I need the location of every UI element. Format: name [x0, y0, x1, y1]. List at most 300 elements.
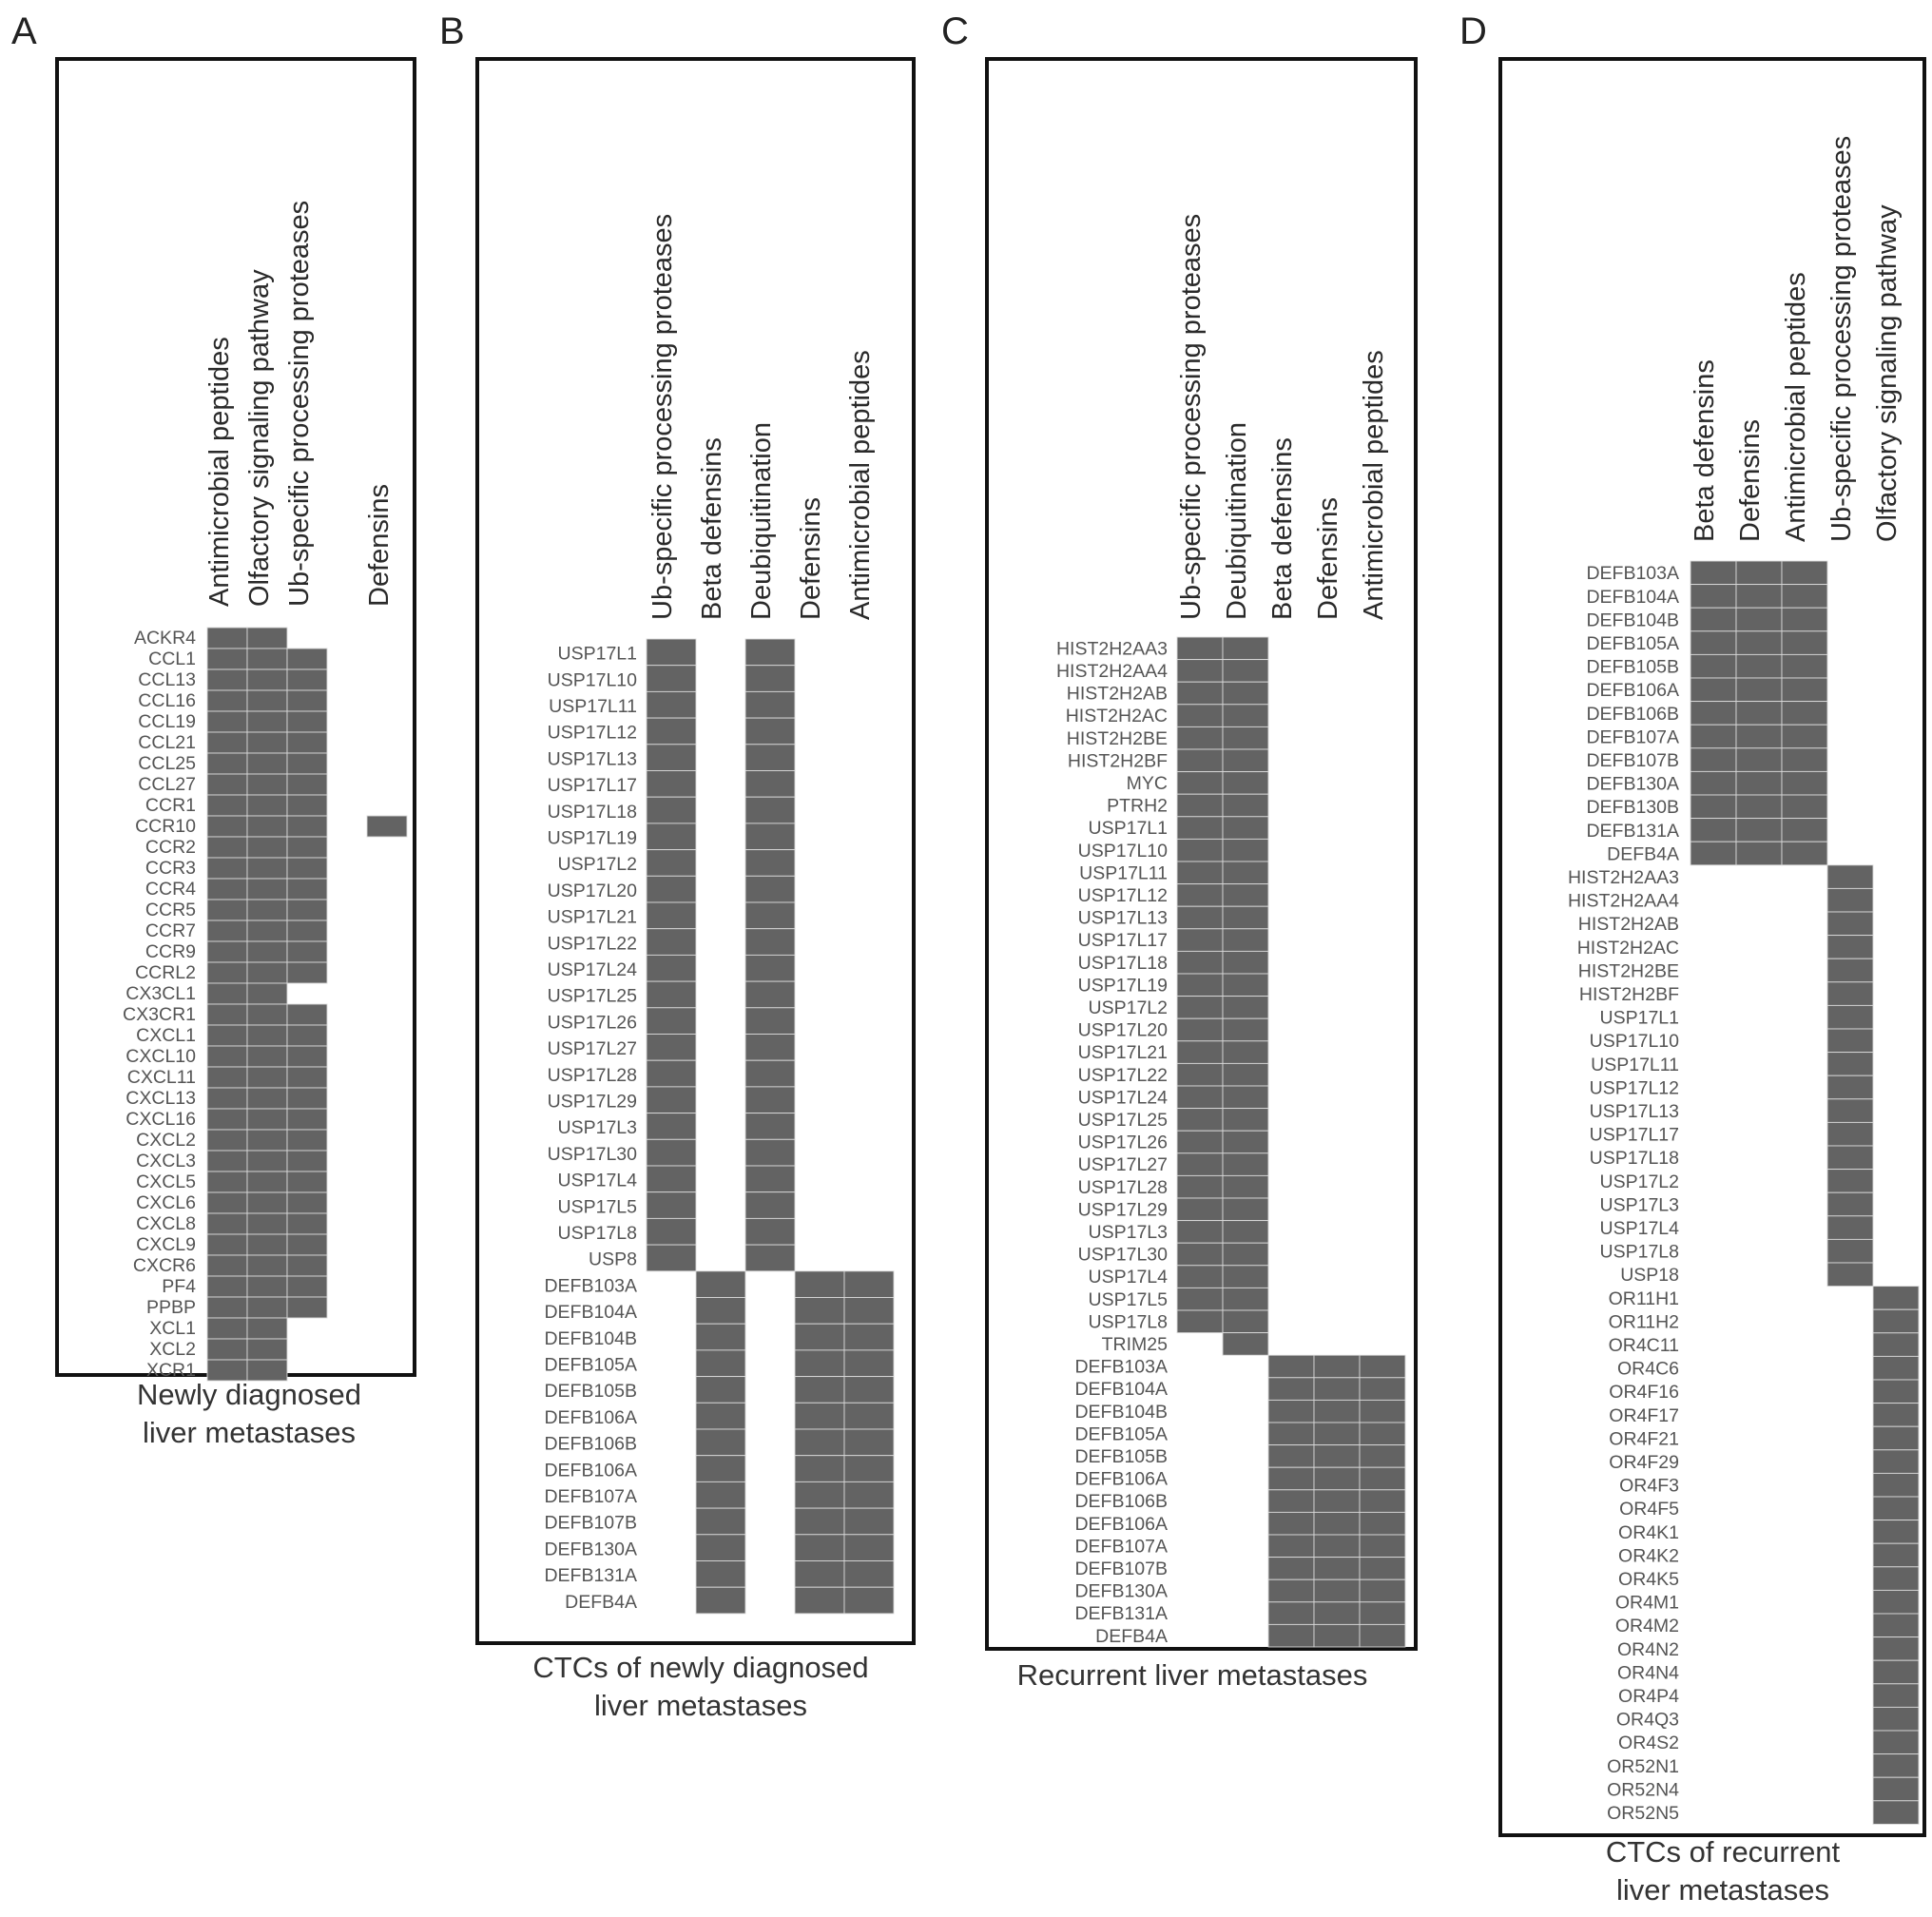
heatmap-cell — [1314, 1558, 1360, 1580]
heatmap-cell — [1223, 884, 1268, 907]
row-label: USP17L28 — [547, 1064, 637, 1086]
row-label: DEFB106A — [544, 1460, 637, 1481]
heatmap-cell — [1736, 795, 1782, 819]
heatmap-cell — [207, 1088, 247, 1109]
heatmap-cell — [795, 1456, 844, 1482]
heatmap-cell — [1177, 1175, 1223, 1198]
heatmap-cell — [1690, 748, 1736, 772]
panel-d-letter: D — [1459, 10, 1487, 52]
heatmap-cell — [1177, 794, 1223, 817]
row-label: PPBP — [145, 1297, 196, 1319]
heatmap-cell — [247, 711, 287, 732]
heatmap-cell — [1223, 1131, 1268, 1153]
heatmap-cell — [247, 1255, 287, 1276]
heatmap-cell — [1177, 660, 1223, 683]
row-label: CCR1 — [145, 795, 196, 817]
heatmap-cell — [745, 745, 795, 771]
heatmap-cell — [1177, 637, 1223, 660]
column-label: Antimicrobial peptides — [204, 337, 235, 607]
row-label: OR4N4 — [1616, 1662, 1679, 1684]
row-label: CXCL16 — [126, 1109, 196, 1131]
heatmap-cell — [647, 902, 696, 929]
column-label: Ub-specific processing proteases — [1826, 135, 1857, 542]
column-label: Defensins — [1735, 419, 1766, 542]
row-label: USP17L4 — [557, 1170, 637, 1191]
heatmap-cell — [844, 1429, 894, 1456]
row-label: OR4S2 — [1618, 1733, 1679, 1754]
row-label: CXCL3 — [136, 1151, 196, 1172]
row-label: USP18 — [1620, 1265, 1679, 1287]
row-label: DEFB105A — [1586, 632, 1679, 654]
column-label: Defensins — [796, 497, 826, 620]
heatmap-cell — [1690, 561, 1736, 585]
heatmap-cell — [1177, 974, 1223, 997]
heatmap-cell — [647, 1166, 696, 1192]
heatmap-cell — [1360, 1602, 1405, 1625]
heatmap-cell — [207, 962, 247, 983]
heatmap-cell — [696, 1271, 745, 1298]
panel-c-caption: Recurrent liver metastases — [1016, 1658, 1368, 1692]
heatmap-cell — [1268, 1490, 1314, 1513]
row-label: USP17L29 — [1077, 1199, 1168, 1221]
row-label: HIST2H2AC — [1065, 706, 1168, 727]
row-label: USP17L27 — [1077, 1154, 1168, 1176]
heatmap-cell — [207, 1004, 247, 1025]
heatmap-cell — [745, 955, 795, 981]
heatmap-cell — [1223, 772, 1268, 795]
heatmap-cell — [207, 1109, 247, 1130]
heatmap-cell — [1223, 1086, 1268, 1109]
row-label: PTRH2 — [1107, 795, 1168, 817]
row-label: HIST2H2AA4 — [1567, 890, 1679, 912]
heatmap-cell — [1690, 585, 1736, 609]
heatmap-cell — [1690, 608, 1736, 631]
heatmap-cell — [844, 1587, 894, 1614]
heatmap-cell — [1177, 1086, 1223, 1109]
row-label: USP17L3 — [1599, 1194, 1679, 1216]
row-label: CXCL2 — [136, 1130, 196, 1152]
column-label: Olfactory signaling pathway — [1872, 204, 1903, 542]
heatmap-cell — [1223, 862, 1268, 884]
heatmap-cell — [1736, 842, 1782, 865]
row-label: USP17L12 — [547, 722, 637, 744]
row-label: HIST2H2AA3 — [1055, 638, 1168, 660]
heatmap-cell — [1873, 1660, 1919, 1684]
heatmap-cell — [1177, 1041, 1223, 1064]
heatmap-cell — [287, 1004, 327, 1025]
heatmap-cell — [247, 690, 287, 711]
row-label: DEFB130A — [1074, 1580, 1168, 1602]
heatmap-cell — [1827, 1146, 1873, 1170]
heatmap-cell — [247, 1172, 287, 1192]
heatmap-cell — [207, 900, 247, 920]
row-label: CX3CR1 — [123, 1004, 196, 1026]
heatmap-cell — [247, 669, 287, 690]
heatmap-cell — [1177, 951, 1223, 974]
row-label: OR4F29 — [1609, 1451, 1679, 1473]
heatmap-cell — [647, 1139, 696, 1166]
heatmap-cell — [647, 1192, 696, 1219]
heatmap-cell — [207, 1276, 247, 1297]
column-label: Antimicrobial peptides — [1359, 350, 1389, 620]
heatmap-cell — [1827, 888, 1873, 912]
heatmap-cell — [1177, 1288, 1223, 1310]
heatmap-cell — [795, 1481, 844, 1508]
row-label: USP17L30 — [547, 1143, 637, 1165]
row-label: DEFB4A — [1095, 1625, 1168, 1647]
heatmap-cell — [696, 1508, 745, 1535]
heatmap-cell — [745, 797, 795, 823]
row-label: CCL21 — [138, 732, 196, 754]
heatmap-cell — [207, 1192, 247, 1213]
heatmap-cell — [247, 1213, 287, 1234]
heatmap-cell — [1314, 1423, 1360, 1445]
row-label: DEFB4A — [1607, 843, 1679, 865]
row-label: DEFB103A — [544, 1275, 637, 1297]
row-label: XCR1 — [145, 1360, 196, 1382]
heatmap-cell — [207, 690, 247, 711]
row-label: DEFB104A — [544, 1302, 637, 1324]
heatmap-cell — [1873, 1777, 1919, 1801]
heatmap-cell — [287, 1130, 327, 1151]
heatmap-cell — [1268, 1355, 1314, 1378]
heatmap-cell — [647, 876, 696, 902]
heatmap-cell — [647, 1008, 696, 1035]
heatmap-cell — [1873, 1404, 1919, 1427]
heatmap-cell — [696, 1587, 745, 1614]
row-label: CCR4 — [145, 879, 196, 900]
heatmap-cell — [1690, 702, 1736, 726]
heatmap-cell — [1268, 1378, 1314, 1401]
heatmap-cell — [1736, 748, 1782, 772]
heatmap-cell — [1223, 1266, 1268, 1288]
row-label: USP17L12 — [1589, 1077, 1679, 1099]
row-label: HIST2H2AA3 — [1567, 866, 1679, 888]
heatmap-cell — [1360, 1400, 1405, 1423]
row-label: USP17L29 — [547, 1091, 637, 1113]
heatmap-cell — [647, 981, 696, 1008]
row-label: USP17L2 — [557, 854, 637, 876]
row-label: USP17L27 — [547, 1038, 637, 1060]
column-label: Defensins — [1313, 497, 1343, 620]
row-label: DEFB107B — [1586, 749, 1679, 771]
heatmap-cell — [1177, 1310, 1223, 1333]
heatmap-cell — [1223, 1310, 1268, 1333]
heatmap-cell — [1782, 561, 1827, 585]
heatmap-cell — [287, 753, 327, 774]
heatmap-cell — [1268, 1512, 1314, 1535]
row-label: USP17L24 — [547, 959, 637, 981]
heatmap-cell — [1782, 842, 1827, 865]
heatmap-cell — [1223, 705, 1268, 727]
heatmap-cell — [247, 1318, 287, 1339]
heatmap-cell — [287, 795, 327, 816]
row-label: USP17L10 — [1589, 1031, 1679, 1053]
heatmap-cell — [207, 837, 247, 858]
heatmap-cell — [1177, 726, 1223, 749]
heatmap-cell — [1873, 1450, 1919, 1474]
row-label: OR4K5 — [1618, 1568, 1679, 1590]
heatmap-cell — [647, 1245, 696, 1271]
row-label: CCL19 — [138, 711, 196, 733]
heatmap-cell — [367, 816, 407, 837]
heatmap-cell — [247, 1004, 287, 1025]
heatmap-cell — [1690, 771, 1736, 795]
panel-a-caption: Newly diagnosed — [136, 1378, 362, 1411]
row-label: DEFB130A — [1586, 773, 1679, 795]
row-label: CCR2 — [145, 837, 196, 859]
row-label: OR4F3 — [1619, 1475, 1679, 1497]
heatmap-cell — [1873, 1520, 1919, 1544]
column-label: Antimicrobial peptides — [1781, 272, 1811, 542]
row-label: OR4P4 — [1618, 1685, 1679, 1707]
row-label: HIST2H2BF — [1067, 750, 1168, 772]
heatmap-cell — [1268, 1400, 1314, 1423]
row-label: HIST2H2AB — [1577, 914, 1679, 936]
row-label: DEFB105B — [544, 1381, 637, 1403]
row-label: OR52N4 — [1607, 1779, 1679, 1801]
row-label: USP17L11 — [1079, 862, 1168, 884]
heatmap-cell — [1782, 608, 1827, 631]
heatmap-cell — [247, 628, 287, 649]
row-label: USP17L12 — [1077, 885, 1168, 907]
heatmap-cell — [1873, 1614, 1919, 1637]
heatmap-cell — [1873, 1426, 1919, 1450]
heatmap-cell — [696, 1481, 745, 1508]
heatmap-cell — [647, 639, 696, 666]
heatmap-cell — [247, 1088, 287, 1109]
row-label: DEFB104B — [1074, 1401, 1168, 1423]
row-label: DEFB105A — [544, 1354, 637, 1376]
row-label: DEFB106A — [544, 1406, 637, 1428]
row-label: OR4C11 — [1608, 1334, 1679, 1356]
heatmap-cell — [1873, 1754, 1919, 1778]
heatmap-cell — [745, 876, 795, 902]
row-label: USP17L8 — [557, 1223, 637, 1245]
heatmap-cell — [1782, 819, 1827, 842]
row-label: DEFB103A — [1074, 1356, 1168, 1378]
heatmap-cell — [1177, 1153, 1223, 1176]
heatmap-cell — [1360, 1558, 1405, 1580]
heatmap-cell — [1223, 1018, 1268, 1041]
heatmap-cell — [207, 858, 247, 879]
heatmap-cell — [1177, 749, 1223, 772]
row-label: OR4F16 — [1609, 1382, 1679, 1404]
row-label: DEFB107B — [544, 1512, 637, 1534]
heatmap-cell — [1827, 1239, 1873, 1263]
heatmap-cell — [696, 1350, 745, 1377]
heatmap-cell — [207, 1255, 247, 1276]
row-label: DEFB131A — [1586, 820, 1679, 842]
heatmap-cell — [207, 711, 247, 732]
heatmap-cell — [745, 1113, 795, 1140]
heatmap-cell — [1223, 726, 1268, 749]
column-label: Ub-specific processing proteases — [1176, 213, 1207, 620]
row-label: OR4F17 — [1609, 1404, 1679, 1426]
heatmap-cell — [1360, 1490, 1405, 1513]
heatmap-cell — [1827, 1053, 1873, 1076]
heatmap-cell — [844, 1350, 894, 1377]
column-label: Deubiquitination — [1222, 422, 1252, 620]
heatmap-cell — [745, 666, 795, 692]
heatmap-cell — [745, 823, 795, 850]
heatmap-cell — [1690, 842, 1736, 865]
heatmap-cell — [647, 823, 696, 850]
heatmap-cell — [247, 1025, 287, 1046]
row-label: HIST2H2AA4 — [1055, 661, 1168, 683]
heatmap-cell — [647, 1113, 696, 1140]
heatmap-cell — [207, 669, 247, 690]
row-label: USP17L25 — [547, 985, 637, 1007]
row-label: DEFB103A — [1586, 563, 1679, 585]
row-label: CXCL9 — [136, 1234, 196, 1256]
heatmap-cell — [647, 745, 696, 771]
row-label: DEFB4A — [565, 1591, 637, 1613]
row-label: USP17L8 — [1599, 1241, 1679, 1263]
heatmap-cell — [844, 1481, 894, 1508]
heatmap-cell — [795, 1429, 844, 1456]
heatmap-cell — [247, 1109, 287, 1130]
heatmap-cell — [207, 941, 247, 962]
row-label: USP17L10 — [1077, 840, 1168, 862]
row-label: OR4Q3 — [1615, 1709, 1679, 1731]
row-label: OR4M2 — [1614, 1616, 1679, 1637]
row-label: USP17L8 — [1088, 1311, 1168, 1333]
heatmap-cell — [1827, 1029, 1873, 1053]
row-label: CXCL6 — [136, 1192, 196, 1214]
column-label: Antimicrobial peptides — [845, 350, 876, 620]
row-label: DEFB105B — [1074, 1446, 1168, 1468]
heatmap-cell — [745, 771, 795, 798]
heatmap-cell — [1314, 1445, 1360, 1468]
heatmap-cell — [1223, 1153, 1268, 1176]
heatmap-cell — [207, 649, 247, 669]
heatmap-cell — [1873, 1333, 1919, 1357]
heatmap-cell — [844, 1298, 894, 1325]
row-label: USP17L5 — [557, 1196, 637, 1218]
heatmap-cell — [287, 1276, 327, 1297]
heatmap-cell — [745, 1218, 795, 1245]
heatmap-cell — [1223, 1198, 1268, 1221]
heatmap-cell — [1827, 1216, 1873, 1240]
heatmap-cell — [287, 732, 327, 753]
row-label: USP17L11 — [549, 696, 637, 718]
heatmap-cell — [287, 1109, 327, 1130]
column-label: Olfactory signaling pathway — [244, 269, 275, 607]
heatmap-cell — [1782, 725, 1827, 748]
row-label: USP17L17 — [1077, 930, 1168, 952]
row-label: CX3CL1 — [126, 983, 196, 1005]
heatmap-cell — [1177, 1063, 1223, 1086]
heatmap-cell — [1177, 1266, 1223, 1288]
heatmap-cell — [1827, 1192, 1873, 1216]
row-label: USP17L17 — [1589, 1124, 1679, 1146]
heatmap-cell — [795, 1298, 844, 1325]
heatmap-cell — [1177, 705, 1223, 727]
heatmap-cell — [1268, 1535, 1314, 1558]
row-label: CCL27 — [138, 774, 196, 796]
heatmap-cell — [1873, 1473, 1919, 1497]
heatmap-cell — [287, 962, 327, 983]
heatmap-cell — [1690, 631, 1736, 655]
row-label: USP17L22 — [547, 933, 637, 955]
row-label: CCL16 — [138, 690, 196, 712]
heatmap-cell — [795, 1587, 844, 1614]
column-label: Ub-specific processing proteases — [647, 213, 678, 620]
heatmap-cell — [1177, 839, 1223, 862]
heatmap-cell — [1873, 1497, 1919, 1520]
row-label: OR4C6 — [1616, 1358, 1679, 1380]
heatmap-cell — [1873, 1543, 1919, 1567]
heatmap-cell — [1736, 561, 1782, 585]
heatmap-cell — [1736, 608, 1782, 631]
heatmap-cell — [1177, 997, 1223, 1019]
heatmap-cell — [1736, 771, 1782, 795]
row-label: DEFB107A — [544, 1486, 637, 1508]
heatmap-cell — [247, 1130, 287, 1151]
heatmap-cell — [207, 753, 247, 774]
heatmap-cell — [247, 1046, 287, 1067]
heatmap-cell — [1177, 906, 1223, 929]
heatmap-cell — [207, 1151, 247, 1172]
heatmap-cell — [795, 1271, 844, 1298]
heatmap-cell — [247, 879, 287, 900]
panel-d-caption: liver metastases — [1616, 1873, 1829, 1907]
row-label: USP17L21 — [547, 906, 637, 928]
heatmap-cell — [247, 900, 287, 920]
row-label: XCL2 — [149, 1339, 196, 1361]
row-label: OR52N5 — [1607, 1802, 1679, 1824]
heatmap-cell — [844, 1403, 894, 1429]
heatmap-cell — [247, 1192, 287, 1213]
heatmap-cell — [1314, 1378, 1360, 1401]
heatmap-cell — [247, 941, 287, 962]
heatmap-cell — [1223, 1243, 1268, 1266]
heatmap-cell — [287, 711, 327, 732]
heatmap-cell — [247, 753, 287, 774]
heatmap-cell — [745, 1087, 795, 1113]
heatmap-cell — [207, 1339, 247, 1360]
heatmap-cell — [745, 1245, 795, 1271]
heatmap-cell — [696, 1324, 745, 1350]
heatmap-cell — [287, 1192, 327, 1213]
row-label: HIST2H2AB — [1066, 683, 1168, 705]
heatmap-cell — [1268, 1423, 1314, 1445]
heatmap-cell — [1873, 1684, 1919, 1708]
heatmap-cell — [1223, 817, 1268, 840]
heatmap-cell — [1736, 725, 1782, 748]
panel-d-caption: CTCs of recurrent — [1605, 1835, 1841, 1869]
heatmap-cell — [207, 879, 247, 900]
row-label: USP17L2 — [1599, 1171, 1679, 1192]
row-label: OR4N2 — [1616, 1638, 1679, 1660]
heatmap-cell — [1360, 1445, 1405, 1468]
row-label: CCR7 — [145, 920, 196, 942]
heatmap-cell — [844, 1377, 894, 1404]
heatmap-cell — [247, 1339, 287, 1360]
heatmap-cell — [844, 1508, 894, 1535]
heatmap-cell — [1360, 1355, 1405, 1378]
row-label: USP17L26 — [1077, 1132, 1168, 1153]
heatmap-cell — [1223, 1221, 1268, 1244]
column-label: Deubiquitination — [746, 422, 777, 620]
heatmap-cell — [1782, 748, 1827, 772]
row-label: CCR10 — [135, 816, 196, 838]
heatmap-cell — [207, 1130, 247, 1151]
heatmap-cell — [647, 1218, 696, 1245]
row-label: OR11H2 — [1608, 1311, 1679, 1333]
row-label: USP17L4 — [1599, 1217, 1679, 1239]
